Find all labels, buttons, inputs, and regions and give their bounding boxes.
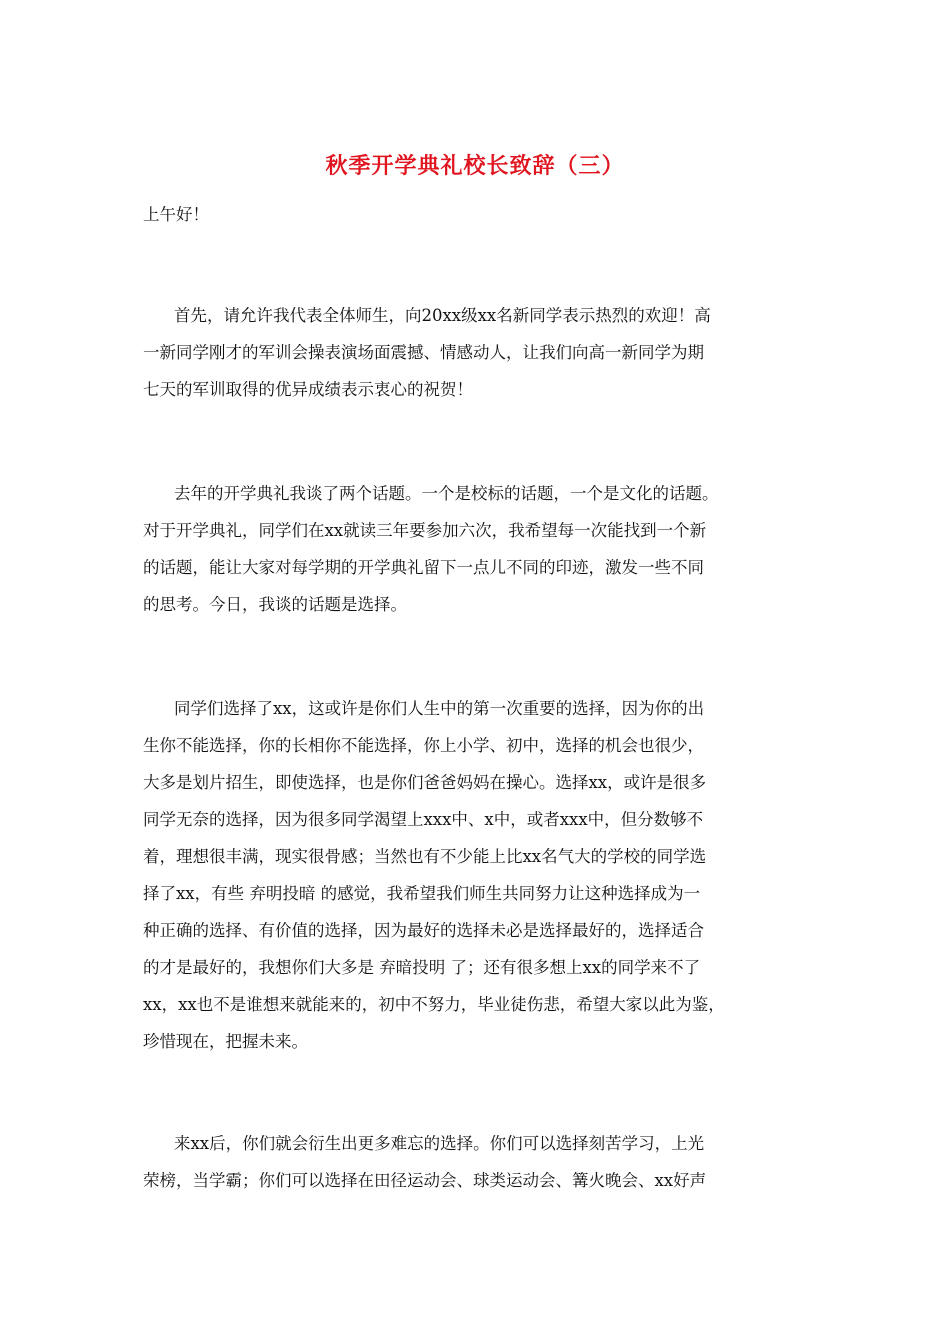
paragraph-line: 的才是最好的，我想你们大多是 弃暗投明 了；还有很多想上xx的同学来不了 <box>143 958 701 977</box>
paragraph-line: 的话题，能让大家对每学期的开学典礼留下一点儿不同的印迹，激发一些不同 <box>143 558 704 577</box>
paragraph-line: 种正确的选择、有价值的选择，因为最好的选择未必是选择最好的，选择适合 <box>143 921 704 940</box>
paragraph-line: 生你不能选择，你的长相你不能选择，你上小学、初中，选择的机会也很少， <box>143 736 704 755</box>
paragraph-line: 一新同学刚才的军训会操表演场面震撼、情感动人，让我们向高一新同学为期 <box>143 343 704 362</box>
paragraph-last-year <box>143 475 813 623</box>
paragraph-choice <box>143 690 813 1060</box>
paragraph-line: 荣榜，当学霸；你们可以选择在田径运动会、球类运动会、篝火晚会、xx好声 <box>143 1171 707 1190</box>
paragraph-line: 对于开学典礼，同学们在xx就读三年要参加六次，我希望每一次能找到一个新 <box>143 521 707 540</box>
paragraph-line: 首先，请允许我代表全体师生，向20xx级xx名新同学表示热烈的欢迎！高 <box>174 306 711 325</box>
paragraph-line: 七天的军训取得的优异成绩表示衷心的祝贺！ <box>143 380 473 399</box>
paragraph-line: 着，理想很丰满，现实很骨感；当然也有不少能上比xx名气大的学校的同学选 <box>143 847 707 866</box>
paragraph-line: 来xx后，你们就会衍生出更多难忘的选择。你们可以选择刻苦学习，上光 <box>174 1134 705 1153</box>
paragraph-line: 择了xx，有些 弃明投暗 的感觉，我希望我们师生共同努力让这种选择成为一 <box>143 884 701 903</box>
paragraph-line: 同学无奈的选择，因为很多同学渴望上xxx中、x中，或者xxx中，但分数够不 <box>143 810 704 829</box>
paragraph-line: 的思考。今日，我谈的话题是选择。 <box>143 595 407 614</box>
paragraph-line: 珍惜现在，把握未来。 <box>143 1032 308 1051</box>
paragraph-line: xx，xx也不是谁想来就能来的，初中不努力，毕业徒伤悲，希望大家以此为鉴， <box>143 995 725 1014</box>
paragraph-welcome <box>143 297 813 408</box>
greeting-text: 上午好！ <box>143 205 209 224</box>
paragraph-more-choices <box>143 1125 813 1199</box>
paragraph-line: 去年的开学典礼我谈了两个话题。一个是校标的话题，一个是文化的话题。 <box>174 484 719 503</box>
paragraph-line: 同学们选择了xx，这或许是你们人生中的第一次重要的选择，因为你的出 <box>174 699 705 718</box>
document-title: 秋季开学典礼校长致辞（三） <box>325 153 625 179</box>
paragraph-line: 大多是划片招生，即使选择，也是你们爸爸妈妈在操心。选择xx，或许是很多 <box>143 773 707 792</box>
